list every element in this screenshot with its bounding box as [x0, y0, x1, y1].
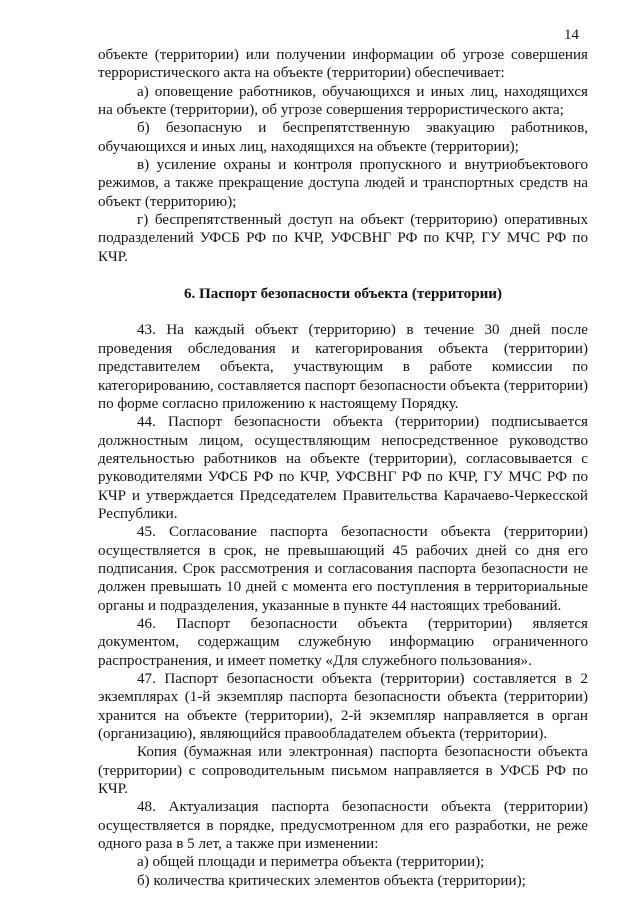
list-item-v: в) усиление охраны и контроля пропускного и внутриобъектового режимов, а также прекращение доступа людей и транспортных средств на объект (территорию);	[98, 157, 588, 210]
paragraph-47: 47. Паспорт безопасности объекта (территории) составляется в 2 экземплярах (1-й экземпляр паспорта безопасности объекта (территории) хранится на объекте (территории), 2-й экземпляр направляется в орган (организацию), являющийся правообладателем объекта (территории).	[98, 671, 588, 743]
document-body	[98, 46, 588, 890]
list-item-a: а) оповещение работников, обучающихся и иных лиц, находящихся на объекте (территории), об угрозе совершения террористического акта;	[98, 83, 588, 119]
paragraph-continuation: объекте (территории) или получении информации об угрозе совершения террористического акта на объекте (территории) обеспечивает:	[98, 47, 588, 82]
section-heading: 6. Паспорт безопасности объекта (территории)	[183, 286, 503, 303]
paragraph-47-copy: Копия (бумажная или электронная) паспорта безопасности объекта (территории) с сопроводительным письмом направляется в УФСБ РФ по КЧР.	[98, 744, 588, 798]
list-item-b: б) безопасную и беспрепятственную эвакуацию работников, обучающихся и иных лиц, находящихся на объекте (территории);	[98, 120, 588, 155]
paragraph-44: 44. Паспорт безопасности объекта (территории) подписывается должностным лицом, осуществляющим непосредственное руководство деятельностью работников на объекте (территории), согласовывается с руководителями УФСБ РФ по КЧР, УФСВНГ РФ по КЧР, ГУ МЧС РФ по КЧР и утверждается Председателем Правительства Карачаево-Черкесской Республики.	[98, 414, 588, 522]
page-number: 14	[564, 27, 579, 43]
paragraph-43: 43. На каждый объект (территорию) в течение 30 дней после проведения обследования и категорирования объекта (территории) представителем объекта, участвующим в работе комиссии по категорированию, составляется паспорт безопасности объекта (территории) по форме согласно приложению к настоящему Порядку.	[98, 322, 588, 412]
paragraph-46: 46. Паспорт безопасности объекта (территории) является документом, содержащим служебную информацию ограниченного распространения, и имеет пометку «Для служебного пользования».	[98, 615, 588, 669]
list-item-48-b: б) количества критических элементов объекта (территории);	[137, 872, 526, 889]
paragraph-45: 45. Согласование паспорта безопасности объекта (территории) осуществляется в срок, не превышающий 45 рабочих дней со дня его подписания. Срок рассмотрения и согласования паспорта безопасности не должен превышать 10 дней с момента его поступления в территориальные органы и подразделения, указанные в пункте 44 настоящих требований.	[98, 524, 588, 614]
list-item-g: г) беспрепятственный доступ на объект (территорию) оперативных подразделений УФСБ РФ по КЧР, УФСВНГ РФ по КЧР, ГУ МЧС РФ по КЧР.	[98, 212, 588, 265]
paragraph-48: 48. Актуализация паспорта безопасности объекта (территории) осуществляется в порядке, предусмотренном для его разработки, не реже одного раза в 5 лет, а также при изменении:	[98, 799, 588, 853]
list-item-48-a: а) общей площади и периметра объекта (территории);	[137, 854, 485, 871]
